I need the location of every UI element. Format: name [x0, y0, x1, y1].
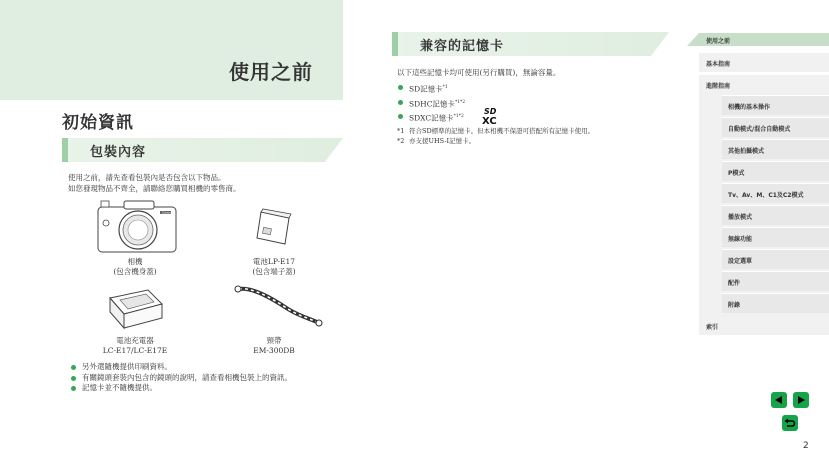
product-detail: LC-E17/LC-E17E	[102, 346, 168, 355]
memory-cards-bar	[392, 32, 669, 56]
product-name: 相機	[127, 257, 143, 266]
list-item: 另外還隨機提供印刷資料。	[70, 362, 342, 373]
nav-subitem-auto-mode[interactable]: 自動模式/混合自動模式	[722, 117, 829, 137]
product-detail: EM-300DB	[253, 346, 295, 355]
memory-cards-intro: 以下這些記憶卡均可使用(另行購買)，無論容量。	[397, 68, 561, 77]
nav-subitem-tv-av-m[interactable]: Tv、Av、M、C1及C2模式	[722, 183, 829, 203]
nav-subitem-appendix[interactable]: 附錄	[722, 293, 829, 313]
package-contents-title: 包裝內容	[90, 145, 147, 160]
nav-item-advanced-guide[interactable]: 進階指南	[706, 83, 731, 90]
return-arrow-icon	[784, 417, 796, 429]
list-item: SDXC記憶卡$^{*1*2}$	[397, 110, 597, 125]
svg-text:SD: SD	[484, 107, 497, 116]
footnote: *2 亦支援UHS-I記憶卡。	[397, 137, 476, 145]
bullet-icon	[71, 376, 76, 381]
triangle-right-icon	[796, 395, 806, 405]
bullet-icon	[71, 365, 76, 370]
nav-item-before-use[interactable]: 使用之前	[699, 33, 829, 46]
back-button[interactable]	[782, 415, 798, 431]
memory-card-footnotes	[397, 126, 677, 146]
chapter-banner	[0, 0, 343, 100]
product-detail: (包含機身蓋)	[113, 267, 157, 276]
package-notes	[70, 362, 342, 394]
nav-subitem-camera-basics[interactable]: 相機的基本操作	[722, 95, 829, 115]
nav-subitem-p-mode[interactable]: P模式	[722, 161, 829, 181]
svg-text:XC: XC	[482, 116, 497, 126]
next-page-button[interactable]	[793, 392, 809, 408]
bullet-icon	[398, 114, 403, 119]
chapter-title: 使用之前	[229, 60, 313, 84]
product-strap-caption	[219, 336, 329, 356]
battery-illustration	[253, 208, 295, 248]
triangle-left-icon	[774, 395, 784, 405]
product-name: 電池LP-E17	[252, 257, 296, 266]
camera-body-illustration	[96, 199, 178, 255]
nav-subitem-accessories[interactable]: 配件	[722, 271, 829, 291]
product-name: 頸帶	[266, 336, 282, 345]
list-item: SD記憶卡$^{*1}$	[397, 81, 597, 96]
list-item: SDHC記憶卡$^{*1*2}$	[397, 96, 597, 111]
nav-subitem-other-modes[interactable]: 其他拍攝模式	[722, 139, 829, 159]
nav-subitem-playback[interactable]: 播放模式	[722, 205, 829, 225]
svg-text:Canon: Canon	[162, 210, 171, 215]
product-charger-caption	[80, 336, 190, 356]
nav-subitem-wireless[interactable]: 無線功能	[722, 227, 829, 247]
product-name: 電池充電器	[116, 336, 154, 345]
bullet-icon	[71, 386, 76, 391]
product-detail: (包含端子蓋)	[252, 267, 296, 276]
nav-item-index[interactable]: 索引	[699, 316, 829, 336]
memory-cards-title: 兼容的記憶卡	[420, 39, 505, 54]
bullet-icon	[398, 100, 403, 105]
section-heading: 初始資訊	[62, 113, 134, 133]
prev-page-button[interactable]	[771, 392, 787, 408]
package-intro	[68, 172, 338, 194]
product-battery-caption	[219, 257, 329, 277]
list-item: 有關鏡頭套裝內包含的鏡頭的說明，請查看相機包裝上的資訊。	[70, 373, 342, 384]
footnote: *1 符合SD標準的記憶卡。但本相機不保證可搭配所有記憶卡使用。	[397, 127, 595, 135]
nav-subitem-setting-menu[interactable]: 設定選單	[722, 249, 829, 269]
list-item: 記憶卡並不隨機提供。	[70, 383, 342, 394]
intro-line: 使用之前，請先查看包裝內是否包含以下物品。	[68, 173, 226, 182]
neck-strap-illustration	[233, 283, 323, 329]
battery-charger-illustration	[104, 284, 166, 334]
page-number: 2	[803, 441, 809, 451]
package-contents-bar	[62, 138, 343, 162]
sdxc-logo-icon	[480, 106, 508, 126]
nav-item-basic-guide[interactable]: 基本指南	[699, 53, 829, 73]
product-camera-caption	[80, 257, 190, 277]
bullet-icon	[398, 85, 403, 90]
intro-line: 如您發現物品不齊全，請聯絡您購買相機的零售商。	[68, 184, 241, 193]
